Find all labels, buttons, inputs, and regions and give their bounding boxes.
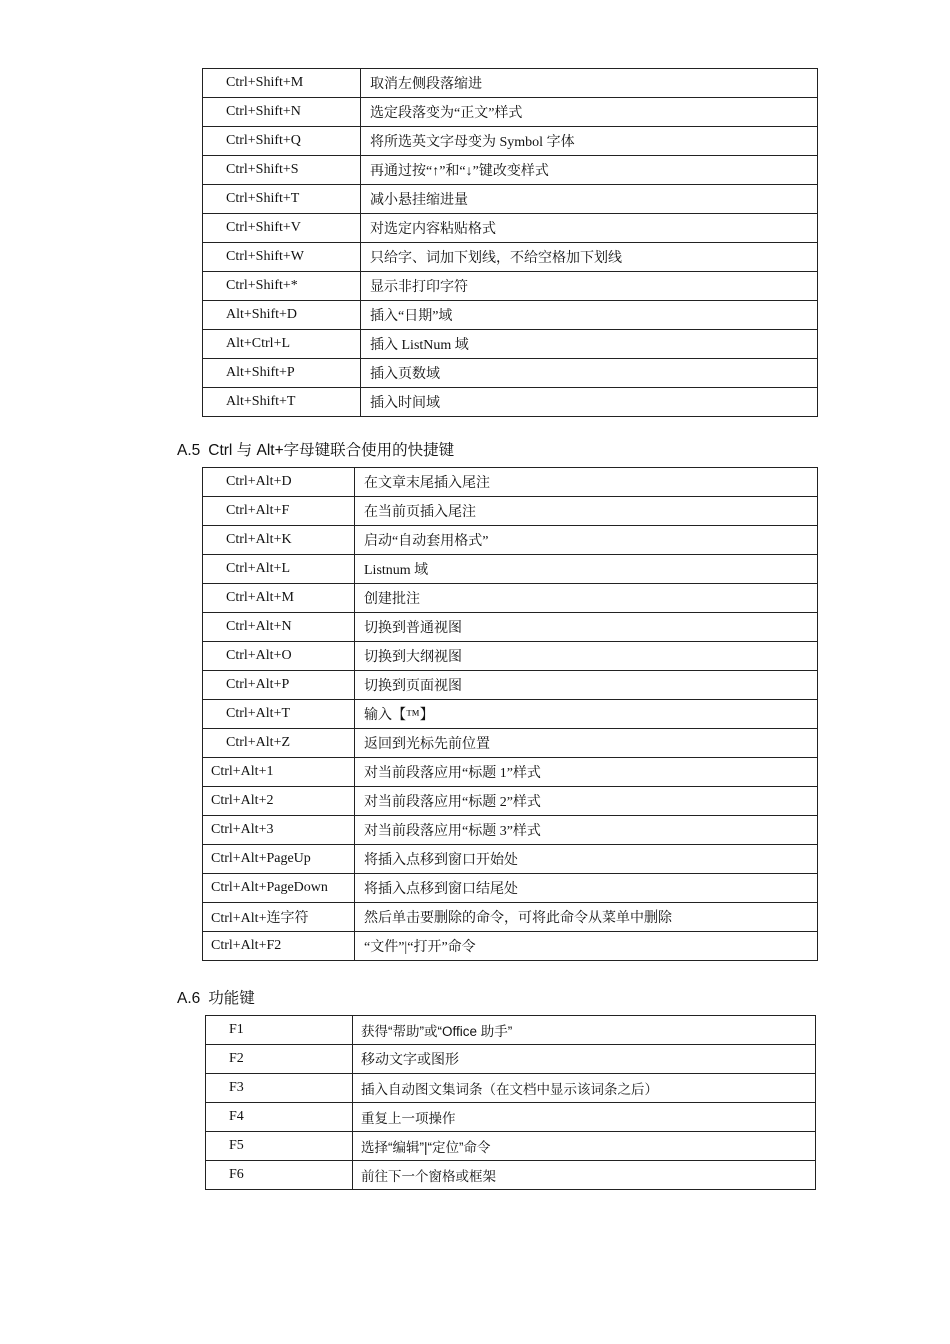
shortcut-key: Ctrl+Alt+P: [203, 671, 355, 700]
shortcut-description: 选定段落变为“正文”样式: [361, 98, 818, 127]
table-row: [203, 388, 818, 417]
section-number: A.5: [177, 442, 201, 459]
table-row: [203, 903, 818, 932]
shortcut-key: Alt+Shift+T: [203, 388, 361, 417]
shortcut-description: 插入自动图文集词条（在文档中显示该词条之后）: [353, 1074, 816, 1103]
shortcut-key: Ctrl+Shift+N: [203, 98, 361, 127]
table-row: [203, 214, 818, 243]
shortcut-key: Ctrl+Alt+K: [203, 526, 355, 555]
shortcut-description: 返回到光标先前位置: [355, 729, 818, 758]
shortcut-key: F2: [206, 1045, 353, 1074]
shortcut-key: Ctrl+Alt+T: [203, 700, 355, 729]
shortcut-description: 前往下一个窗格或框架: [353, 1161, 816, 1190]
shortcut-description: 将插入点移到窗口开始处: [355, 845, 818, 874]
shortcut-description: 选择“编辑”|“定位”命令: [353, 1132, 816, 1161]
table-row: [203, 468, 818, 497]
shortcut-key: Ctrl+Alt+PageUp: [203, 845, 355, 874]
shortcut-description: 将插入点移到窗口结尾处: [355, 874, 818, 903]
table-row: [203, 758, 818, 787]
table-row: [206, 1074, 816, 1103]
shortcut-description: 对当前段落应用“标题 2”样式: [355, 787, 818, 816]
shortcut-key: Ctrl+Alt+3: [203, 816, 355, 845]
table-row: [203, 816, 818, 845]
shortcut-description: 对当前段落应用“标题 3”样式: [355, 816, 818, 845]
shortcut-table-function-keys: [205, 1015, 816, 1190]
section-heading-a5: [177, 438, 454, 460]
shortcut-description: Listnum 域: [355, 555, 818, 584]
shortcut-key: Ctrl+Shift+*: [203, 272, 361, 301]
table-row: [203, 932, 818, 961]
shortcut-description: 插入时间域: [361, 388, 818, 417]
shortcut-description: 创建批注: [355, 584, 818, 613]
table-row: [203, 874, 818, 903]
table-row: [206, 1103, 816, 1132]
table-row: [203, 127, 818, 156]
shortcut-description: 切换到大纲视图: [355, 642, 818, 671]
shortcut-description: 然后单击要删除的命令，可将此命令从菜单中删除: [355, 903, 818, 932]
section-title: 功能键: [208, 990, 255, 1007]
shortcut-key: Ctrl+Alt+D: [203, 468, 355, 497]
shortcut-description: 获得“帮助”或“Office 助手”: [353, 1016, 816, 1045]
table-row: [203, 98, 818, 127]
shortcut-description: 减小悬挂缩进量: [361, 185, 818, 214]
table-row: [203, 642, 818, 671]
shortcut-key: Ctrl+Alt+N: [203, 613, 355, 642]
table-row: [203, 301, 818, 330]
shortcut-description: 对选定内容粘贴格式: [361, 214, 818, 243]
shortcut-key: Ctrl+Shift+W: [203, 243, 361, 272]
shortcut-key: F1: [206, 1016, 353, 1045]
shortcut-description: 再通过按“↑”和“↓”键改变样式: [361, 156, 818, 185]
shortcut-key: F6: [206, 1161, 353, 1190]
shortcut-key: Ctrl+Alt+1: [203, 758, 355, 787]
shortcut-description: 将所选英文字母变为 Symbol 字体: [361, 127, 818, 156]
table-row: [203, 272, 818, 301]
table-row: [206, 1045, 816, 1074]
shortcut-description: 取消左侧段落缩进: [361, 69, 818, 98]
shortcut-description: 在文章末尾插入尾注: [355, 468, 818, 497]
table-row: [203, 185, 818, 214]
shortcut-key: Ctrl+Alt+2: [203, 787, 355, 816]
table-row: [203, 787, 818, 816]
shortcut-table-ctrl-alt: [202, 467, 818, 961]
shortcut-key: Ctrl+Shift+M: [203, 69, 361, 98]
table-row: [203, 156, 818, 185]
shortcut-key: Ctrl+Alt+O: [203, 642, 355, 671]
table-row: [203, 845, 818, 874]
shortcut-key: Ctrl+Alt+F2: [203, 932, 355, 961]
table-row: [203, 359, 818, 388]
shortcut-key: Ctrl+Alt+PageDown: [203, 874, 355, 903]
shortcut-key: Alt+Shift+D: [203, 301, 361, 330]
shortcut-description: 插入 ListNum 域: [361, 330, 818, 359]
shortcut-description: 对当前段落应用“标题 1”样式: [355, 758, 818, 787]
shortcut-description: 只给字、词加下划线，不给空格加下划线: [361, 243, 818, 272]
shortcut-key: Ctrl+Alt+Z: [203, 729, 355, 758]
section-title: Ctrl 与 Alt+字母键联合使用的快捷键: [208, 442, 455, 459]
table-row: [206, 1016, 816, 1045]
shortcut-key: Ctrl+Alt+L: [203, 555, 355, 584]
shortcut-key: Ctrl+Alt+连字符: [203, 903, 355, 932]
section-heading-a6: [177, 986, 255, 1008]
table-row: [206, 1132, 816, 1161]
shortcut-description: 移动文字或图形: [353, 1045, 816, 1074]
table-row: [206, 1161, 816, 1190]
table-row: [203, 243, 818, 272]
shortcut-description: 切换到页面视图: [355, 671, 818, 700]
shortcut-description: 启动“自动套用格式”: [355, 526, 818, 555]
table-row: [203, 613, 818, 642]
shortcut-key: Ctrl+Shift+Q: [203, 127, 361, 156]
table-row: [203, 497, 818, 526]
table-row: [203, 526, 818, 555]
section-number: A.6: [177, 990, 201, 1007]
shortcut-description: 插入页数域: [361, 359, 818, 388]
shortcut-description: 插入“日期”域: [361, 301, 818, 330]
shortcut-table-ctrl-shift: [202, 68, 818, 417]
table-row: [203, 69, 818, 98]
shortcut-description: 切换到普通视图: [355, 613, 818, 642]
shortcut-description: 输入【™】: [355, 700, 818, 729]
table-row: [203, 555, 818, 584]
shortcut-key: Alt+Ctrl+L: [203, 330, 361, 359]
shortcut-key: Ctrl+Shift+T: [203, 185, 361, 214]
shortcut-description: 重复上一项操作: [353, 1103, 816, 1132]
shortcut-key: Alt+Shift+P: [203, 359, 361, 388]
table-row: [203, 330, 818, 359]
shortcut-key: F5: [206, 1132, 353, 1161]
shortcut-key: Ctrl+Shift+V: [203, 214, 361, 243]
shortcut-description: “文件”|“打开”命令: [355, 932, 818, 961]
shortcut-key: F3: [206, 1074, 353, 1103]
table-row: [203, 584, 818, 613]
table-row: [203, 671, 818, 700]
shortcut-key: Ctrl+Shift+S: [203, 156, 361, 185]
table-row: [203, 729, 818, 758]
shortcut-description: 显示非打印字符: [361, 272, 818, 301]
table-row: [203, 700, 818, 729]
shortcut-key: Ctrl+Alt+M: [203, 584, 355, 613]
shortcut-description: 在当前页插入尾注: [355, 497, 818, 526]
shortcut-key: F4: [206, 1103, 353, 1132]
shortcut-key: Ctrl+Alt+F: [203, 497, 355, 526]
